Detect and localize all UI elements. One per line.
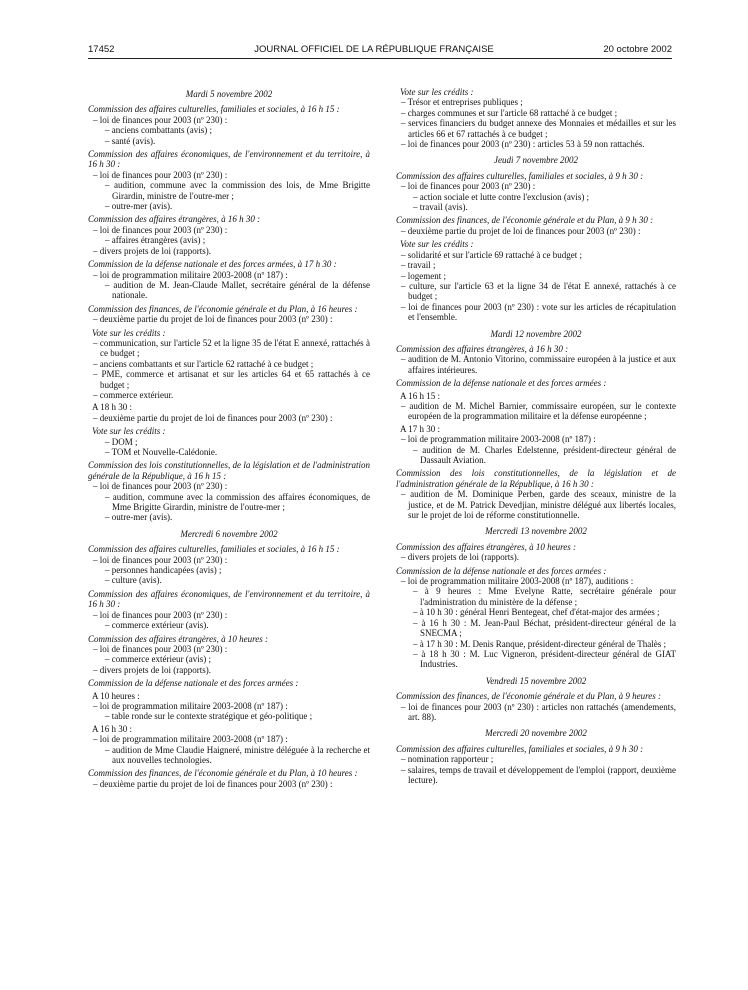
agenda-item: – audition de M. Antonio Vitorino, commissaire européen à la justice et aux affaires intérieures. (401, 354, 676, 375)
vote-label: Vote sur les crédits : (92, 327, 166, 338)
agenda-item: – nomination rapporteur ; (401, 754, 494, 765)
agenda-subitem: – outre-mer (avis). (105, 201, 173, 212)
agenda-item: – loi de finances pour 2003 (nº 230) : (401, 181, 536, 192)
agenda-item: – loi de finances pour 2003 (nº 230) : (93, 481, 228, 492)
agenda-item: – loi de finances pour 2003 (nº 230) : articles 53 à 59 non rattachés. (401, 139, 645, 150)
commission-heading: Commission de la défense nationale et des forces armées : (88, 678, 299, 689)
agenda-item: – communication, sur l'article 52 et la ligne 35 de l'état E annexé, rattachés à ce budget ; (93, 337, 370, 359)
agenda-subitem: – à 9 heures : Mme Evelyne Ratte, secrétaire générale pour l'administration du ministère de la défense ; (413, 586, 676, 607)
agenda-subitem: – commerce extérieur (avis). (105, 620, 209, 631)
agenda-item: – culture, sur l'article 63 et la ligne 34 de l'état E annexé, rattachés à ce budget ; (401, 280, 676, 302)
commission-heading: Commission des lois constitutionnelles, de la législation et de l'administration générale de la République, à 16 h 30 : (396, 468, 676, 489)
agenda-subitem: – affaires étrangères (avis) ; (105, 235, 206, 246)
agenda-subitem: – audition de M. Jean-Claude Mallet, secrétaire général de la défense nationale. (105, 279, 370, 301)
commission-heading: Commission des finances, de l'économie générale et du Plan, à 9 h 30 : (396, 215, 654, 226)
agenda-subitem: – action sociale et lutte contre l'exclusion (avis) ; (413, 191, 590, 202)
agenda-item: – divers projets de loi (rapports). (93, 664, 211, 675)
page-header (0, 0, 748, 60)
agenda-item: – deuxième partie du projet de loi de finances pour 2003 (nº 230) : (401, 225, 641, 236)
commission-heading: Commission de la défense nationale et des forces armées : (396, 565, 607, 576)
page-number: 17452 (88, 44, 115, 55)
agenda-subitem: – à 10 h 30 : général Henri Bentegeat, chef d'état-major des armées ; (413, 607, 660, 618)
agenda-item: – deuxième partie du projet de loi de finances pour 2003 (nº 230) : (93, 412, 333, 423)
agenda-item: – loi de programmation militaire 2003-2008 (nº 187), auditions : (401, 576, 634, 587)
issue-date: 20 octobre 2002 (603, 44, 672, 55)
agenda-item: – anciens combattants et sur l'article 62 rattaché à ce budget ; (93, 358, 314, 369)
commission-heading: Commission des affaires étrangères, à 16 h 30 : (88, 214, 261, 225)
agenda-item: – loi de finances pour 2003 (nº 230) : vote sur les articles de récapitulation et l'ensemble. (401, 301, 676, 323)
agenda-item: – travail ; (401, 260, 436, 271)
agenda-subitem: – à 18 h 30 : M. Luc Vigneron, président-directeur général de GIAT Industries. (413, 648, 676, 670)
agenda-subitem: – audition de Mme Claudie Haigneré, ministre déléguée à la recherche et aux nouvelles technologies. (105, 744, 370, 765)
time-label: A 16 h 15 : (400, 390, 441, 401)
agenda-subitem: – à 17 h 30 : M. Denis Ranque, président-directeur général de Thalès ; (413, 638, 667, 649)
section-date: Mardi 12 novembre 2002 (490, 328, 582, 339)
agenda-subitem: – outre-mer (avis). (105, 512, 173, 523)
journal-title: JOURNAL OFFICIEL DE LA RÉPUBLIQUE FRANÇAISE (254, 44, 494, 55)
commission-heading: Commission des affaires culturelles, familiales et sociales, à 9 h 30 : (396, 743, 644, 754)
agenda-subitem: – audition, commune avec la commission des affaires économiques, de Mme Brigitte Girardin, ministre de l'outre-mer ; (105, 491, 370, 513)
agenda-item: – loi de finances pour 2003 (nº 230) : (93, 609, 228, 620)
section-date: Mercredi 6 novembre 2002 (180, 528, 278, 539)
commission-heading: Commission des finances, de l'économie générale et du Plan, à 9 heures : (396, 691, 662, 702)
agenda-item: – divers projets de loi (rapports). (401, 552, 519, 563)
agenda-item: – PME, commerce et artisanat et sur les articles 64 et 65 rattachés à ce budget ; (93, 369, 370, 390)
agenda-item: – salaires, temps de travail et développement de l'emploi (rapport, deuxième lecture). (401, 764, 676, 785)
commission-heading: Commission des affaires étrangères, à 10 heures : (396, 541, 576, 552)
commission-heading: Commission des affaires économiques, de l'environnement et du territoire, à 16 h 30 : (88, 588, 370, 610)
agenda-item: – loi de programmation militaire 2003-2008 (nº 187) : (401, 434, 596, 445)
agenda-subitem: – commerce extérieur (avis) ; (105, 654, 211, 665)
agenda-item: – audition de M. Dominique Perben, garde des sceaux, ministre de la justice, et de M. Patrick Devedjian, ministre délégué aux libertés locales, sur le projet de loi de réforme constitutionnelle. (401, 489, 676, 521)
time-label: A 18 h 30 : (92, 402, 133, 413)
agenda-item: – loi de finances pour 2003 (nº 230) : (93, 114, 228, 125)
agenda-subitem: – personnes handicapées (avis) ; (105, 565, 222, 576)
section-date: Vendredi 15 novembre 2002 (485, 675, 587, 686)
commission-heading: Commission des finances, de l'économie générale et du Plan, à 10 heures : (88, 768, 358, 779)
agenda-item: – loi de finances pour 2003 (nº 230) : (93, 643, 228, 654)
agenda-item: – logement ; (401, 270, 446, 281)
commission-heading: Commission des affaires étrangères, à 10 heures : (88, 633, 268, 644)
agenda-subitem: – audition de M. Charles Edelstenne, président-directeur général de Dassault Aviation. (413, 444, 676, 465)
agenda-item: – loi de programmation militaire 2003-2008 (nº 187) : (93, 700, 288, 711)
commission-heading: Commission des affaires culturelles, familiales et sociales, à 16 h 15 : (88, 544, 340, 555)
agenda-item: – divers projets de loi (rapports). (93, 245, 211, 256)
commission-heading: Commission des affaires étrangères, à 16 h 30 : (396, 343, 569, 354)
agenda-subitem: – culture (avis). (105, 575, 162, 586)
time-label: A 10 heures : (92, 690, 140, 701)
commission-heading: Commission des affaires culturelles, familiales et sociales, à 9 h 30 : (396, 170, 644, 181)
agenda-item: – Trésor et entreprises publiques ; (401, 97, 523, 108)
time-label: A 16 h 30 : (92, 723, 133, 734)
agenda-item: – loi de programmation militaire 2003-2008 (nº 187) : (93, 269, 288, 280)
section-date: Mercredi 20 novembre 2002 (485, 728, 587, 739)
agenda-item: – charges communes et sur l'article 68 rattaché à ce budget ; (401, 107, 618, 118)
header-rule (88, 58, 672, 59)
agenda-subitem: – à 16 h 30 : M. Jean-Paul Béchat, président-directeur général de la SNECMA ; (413, 617, 676, 639)
agenda-subitem: – travail (avis). (413, 202, 468, 213)
agenda-subitem: – table ronde sur le contexte stratégique et géo-politique ; (105, 711, 313, 722)
agenda-item: – loi de finances pour 2003 (nº 230) : articles non rattachés (amendements, art. 88). (401, 701, 676, 722)
commission-heading: Commission de la défense nationale et des forces armées, à 17 h 30 : (88, 259, 337, 270)
agenda-subitem: – audition, commune avec la commission des lois, de Mme Brigitte Girardin, ministre de l'outre-mer ; (105, 180, 370, 201)
commission-heading: Commission des lois constitutionnelles, de la législation et de l'administration générale de la République, à 16 h 15 : (88, 460, 370, 481)
time-label: A 17 h 30 : (400, 423, 441, 434)
commission-heading: Commission des finances, de l'économie générale et du Plan, à 16 heures : (88, 303, 358, 314)
agenda-item: – audition de M. Michel Barnier, commissaire européen, sur le contexte européen de la programmation militaire et la défense européenne ; (401, 400, 676, 422)
right-column (396, 84, 676, 785)
agenda-item: – loi de programmation militaire 2003-2008 (nº 187) : (93, 734, 288, 745)
agenda-item: – services financiers du budget annexe des Monnaies et médailles et sur les articles 66 et 67 rattachés à ce budget ; (401, 118, 676, 139)
agenda-item: – commerce extérieur. (93, 389, 174, 400)
section-date: Mardi 5 novembre 2002 (185, 89, 273, 99)
agenda-item: – deuxième partie du projet de loi de finances pour 2003 (nº 230) : (93, 314, 333, 325)
vote-label: Vote sur les crédits : (400, 87, 474, 97)
section-date: Jeudi 7 novembre 2002 (494, 155, 578, 166)
commission-heading: Commission de la défense nationale et des forces armées : (396, 378, 607, 389)
agenda-item: – solidarité et sur l'article 69 rattaché à ce budget ; (401, 249, 583, 260)
agenda-subitem: – anciens combattants (avis) ; (105, 125, 212, 136)
agenda-subitem: – DOM ; (105, 436, 138, 447)
commission-heading: Commission des affaires culturelles, familiales et sociales, à 16 h 15 : (88, 104, 340, 115)
agenda-item: – loi de finances pour 2003 (nº 230) : (93, 169, 228, 180)
commission-heading: Commission des affaires économiques, de l'environnement et du territoire, à 16 h 30 : (88, 149, 370, 170)
vote-label: Vote sur les crédits : (92, 426, 166, 437)
agenda-subitem: – TOM et Nouvelle-Calédonie. (105, 447, 218, 457)
agenda-item: – loi de finances pour 2003 (nº 230) : (93, 224, 228, 235)
left-column (88, 84, 370, 789)
vote-label: Vote sur les crédits : (400, 239, 474, 250)
agenda-item: – deuxième partie du projet de loi de finances pour 2003 (nº 230) : (93, 778, 333, 789)
section-date: Mercredi 13 novembre 2002 (485, 526, 587, 537)
agenda-subitem: – santé (avis). (105, 135, 156, 146)
agenda-item: – loi de finances pour 2003 (nº 230) : (93, 554, 228, 565)
